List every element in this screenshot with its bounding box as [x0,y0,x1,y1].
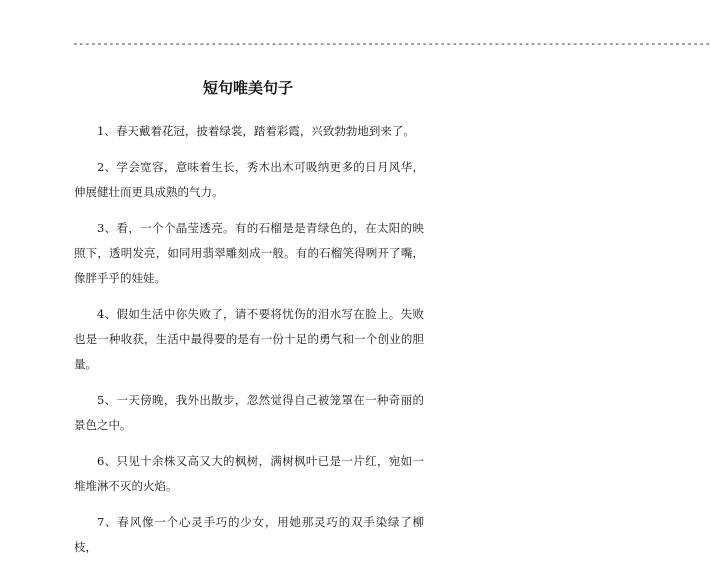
paragraph-2: 2、学会宽容，意味着生长，秀木出木可吸纳更多的日月风华，伸展健壮而更具成熟的气力。 [74,160,424,199]
paragraph-1: 1、春天戴着花冠，披着绿裳，踏着彩霞，兴致勃勃地到来了。 [97,124,415,138]
paragraph-7: 7、春风像一个心灵手巧的少女，用她那灵巧的双手染绿了柳枝， [74,515,424,554]
document-body [74,119,424,571]
paragraph-4: 4、假如生活中你失败了，请不要将忧伤的泪水写在脸上。失败也是一种收获，生活中最得要的是有一份十足的勇气和一个创业的胆量。 [74,307,424,371]
paragraph-6: 6、只见十余株又高又大的枫树，满树枫叶已是一片红，宛如一堆堆淋不灭的火焰。 [74,454,424,493]
header-dashed-rule: ---------------------------------------------------------------------------------------------------------- [72,37,710,50]
paragraph-3: 3、看，一个个晶莹透亮。有的石榴是是青绿色的，在太阳的映照下，透明发亮，如同用翡翠雕刻成一般。有的石榴笑得咧开了嘴，像胖乎乎的娃娃。 [74,221,424,285]
document-title: 短句唯美句子 [202,79,293,97]
paragraph-5: 5、一天傍晚，我外出散步，忽然觉得自己被笼罩在一种奇丽的景色之中。 [74,393,424,432]
